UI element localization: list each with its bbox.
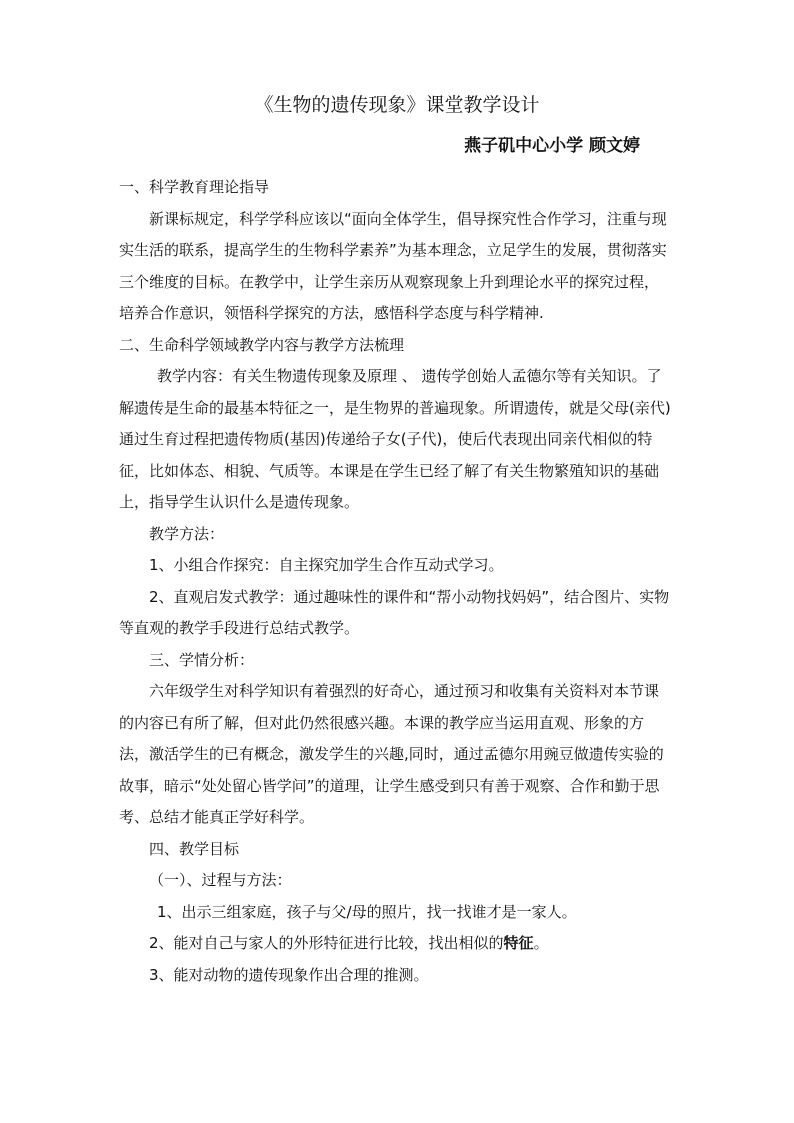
goal-2-prefix: 2、能对自己与家人的外形特征进行比较，找出相似的 (149, 934, 504, 952)
document-body (119, 172, 671, 991)
section-2-paragraph: 教学内容：有关生物遗传现象及原理 、 遗传学创始人孟德尔等有关知识。了解遗传是生命的最基本特征之一，是生物界的普遍现象。所谓遗传，就是父母(亲代)通过生育过程把遗传物质(基因)传递给子女(子代)，使后代表现出同亲代相似的特征，比如体态、相貌、气质等。本课是在学生已经了解了有关生物繁殖知识的基础上，指导学生认识什么是遗传现象。 (119, 367, 671, 511)
section-1-paragraph: 新课标规定，科学学科应该以“面向全体学生，倡导探究性合作学习，注重与现实生活的联系，提高学生的生物科学素养”为基本理念，立足学生的发展，贯彻落实三个维度的目标。在教学中，让学生亲历从观察现象上升到理论水平的探究过程，培养合作意识，领悟科学探究的方法，感悟科学态度与科学精神. (119, 209, 667, 322)
subsection-1-heading: （一）、过程与方法： (149, 871, 292, 889)
section-2-heading: 二、生命科学领域教学内容与教学方法梳理 (119, 335, 405, 354)
section-4-heading: 四、教学目标 (149, 839, 240, 858)
goal-2-bold-word: 特征 (503, 934, 534, 952)
document-title: 《生物的遗传现象》课堂教学设计 (254, 94, 540, 116)
goal-item-3: 3、能对动物的遗传现象作出合理的推测。 (149, 965, 429, 984)
goal-item-2 (119, 928, 671, 960)
goal-2-suffix: 。 (533, 934, 549, 952)
method-item-2: 2、直观启发式教学：通过趣味性的课件和“帮小动物找妈妈”，结合图片、实物等直观的教学手段进行总结式教学。 (119, 587, 670, 637)
section-3-heading: 三、学情分析： (149, 650, 255, 669)
methods-heading: 教学方法： (149, 524, 225, 543)
goal-item-1: 1、出示三组家庭，孩子与父/母的照片，找一找谁才是一家人。 (157, 902, 577, 921)
section-1-heading: 一、科学教育理论指导 (119, 178, 270, 196)
method-item-1: 1、小组合作探究：自主探究加学生合作互动式学习。 (149, 556, 504, 574)
author-line: 燕子矶中心小学 顾文婷 (464, 136, 640, 156)
section-3-paragraph: 六年级学生对科学知识有着强烈的好奇心，通过预习和收集有关资料对本节课的内容已有所了解，但对此仍然很感兴趣。本课的教学应当运用直观、形象的方法，激活学生的已有概念，激发学生的兴趣,同时，通过孟德尔用豌豆做遗传实验的故事，暗示“处处留心皆学问”的道理，让学生感受到只有善于观察、合作和勤于思考、总结才能真正学好科学。 (119, 682, 664, 826)
